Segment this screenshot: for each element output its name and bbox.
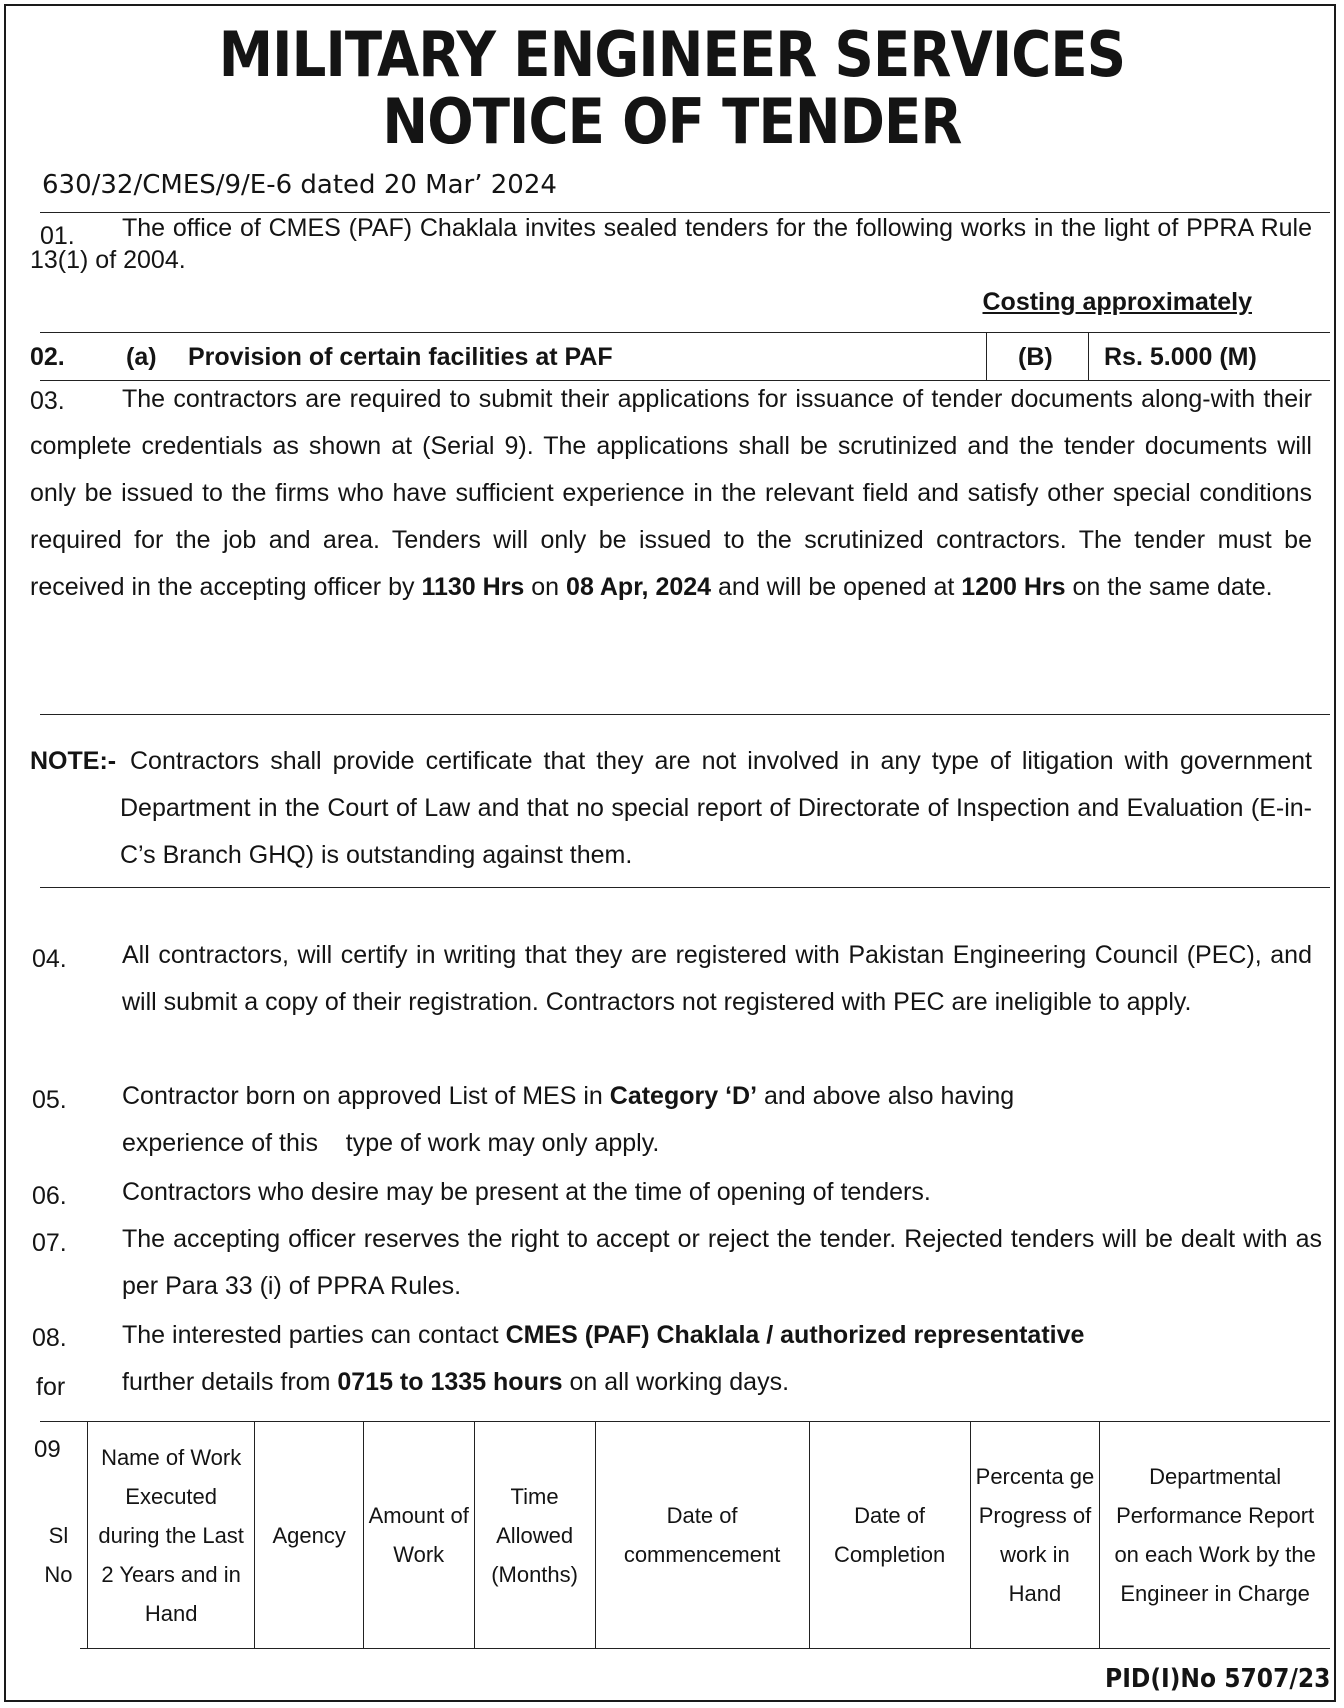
notice-title: NOTICE OF TENDER <box>382 85 962 158</box>
para-05-body-b: and above also having <box>763 1082 1015 1110</box>
table-header-cell: Departmental Performance Report on each Work by the Engineer in Charge <box>1100 1422 1330 1648</box>
pid-number: PID(I)No 5707/23 <box>1104 1664 1330 1694</box>
table-header-cell: Name of Work Executed during the Last 2 Years and in Hand <box>87 1422 255 1648</box>
table-header-cell: Percenta ge Progress of work in Hand <box>970 1422 1100 1648</box>
table-header-cell: Date of Completion <box>809 1422 970 1648</box>
para-08-body-c: on all working days. <box>569 1368 790 1396</box>
para-07-text: The accepting officer reserves the right to accept or reject the tender. Rejected tenders will be dealt with as per Para 33 (i) of PPRA Rules. <box>122 1225 1322 1300</box>
note-body: Contractors shall provide certificate that they are not involved in any type of litigation with government Department in the Court of Law and that no special report of Directorate of Inspection and Evaluation (E-in-C’s Branch GHQ) is outstanding against them. <box>120 747 1312 869</box>
para-03-body-c: on the same date. <box>1072 573 1273 601</box>
table-header-cell: Sl No <box>44 1523 73 1587</box>
table-header-cell: Date of commencement <box>595 1422 809 1648</box>
office-hours: 0715 to 1335 hours <box>337 1368 563 1396</box>
reference-number: 630/32/CMES/9/E-6 dated 20 Mar’ 2024 <box>42 170 557 200</box>
deadline-time: 1130 Hrs <box>421 573 525 601</box>
para-03-number: 03. <box>30 387 65 415</box>
table-header-row <box>30 1422 1330 1648</box>
table-header-cell: Time Allowed (Months) <box>474 1422 595 1648</box>
para-01-body: The office of CMES (PAF) Chaklala invites sealed tenders for the following works in the light of PPRA Rule 13(1) of 2004. <box>30 214 1312 274</box>
para-01-text <box>30 212 1312 276</box>
table-number: 09 <box>34 1436 61 1463</box>
para-06-number: 06. <box>32 1182 67 1210</box>
para-01-number: 01. <box>40 222 75 250</box>
para-08-text <box>122 1312 1322 1406</box>
para-05-body-a: Contractor born on approved List of MES in <box>122 1082 603 1110</box>
note-label: NOTE:- <box>30 747 117 775</box>
para-03-body-a: The contractors are required to submit their applications for issuance of tender documents along-with their complete credentials as shown at (Serial 9). The applications shall be scrutinized and the tender documents will only be issued to the firms who have sufficient experience in the relevant field and satisfy other special conditions required for the job and area. Tenders will only be issued to the scrutinized contractors. The tender must be received in the accepting officer by <box>30 385 1312 601</box>
work-row <box>30 334 1332 380</box>
contractor-category: Category ‘D’ <box>609 1082 758 1110</box>
cell-border <box>1088 332 1089 380</box>
divider <box>40 887 1330 888</box>
para-08-number: 08. <box>32 1324 67 1352</box>
opening-time: 1200 Hrs <box>961 573 1066 601</box>
para-06-text: Contractors who desire may be present at the time of opening of tenders. <box>122 1178 931 1206</box>
work-item-label: (a) <box>126 343 157 371</box>
para-04-number: 04. <box>32 945 67 973</box>
para-08-for: for <box>36 1373 66 1401</box>
para-03 <box>30 376 1312 611</box>
para-05-body-d: type of work may only apply. <box>345 1129 660 1157</box>
para-04-text: All contractors, will certify in writing that they are registered with Pakistan Engineering Council (PEC), and will submit a copy of their registration. Contractors not registered with PEC are ineligible to apply. <box>122 941 1312 1016</box>
table-header-cell: Agency <box>255 1422 364 1648</box>
divider <box>40 332 1330 333</box>
serial-column-header <box>30 1422 87 1648</box>
table-header-cell: Amount of Work <box>363 1422 474 1648</box>
para-05-text <box>122 1073 1312 1167</box>
costing-label: Costing approximately <box>982 288 1252 316</box>
para-08-body-b: further details from <box>122 1368 331 1396</box>
deadline-date: 08 Apr, 2024 <box>566 573 712 601</box>
contact-office: CMES (PAF) Chaklala / authorized representative <box>505 1321 1085 1349</box>
para-07-number: 07. <box>32 1229 67 1257</box>
credentials-table <box>30 1422 1330 1648</box>
work-row-number: 02. <box>30 343 65 371</box>
divider <box>80 1648 1330 1649</box>
work-category: (B) <box>1018 343 1053 371</box>
para-08-body-a: The interested parties can contact <box>122 1321 499 1349</box>
cell-border <box>986 332 987 380</box>
note-text <box>120 738 1312 879</box>
work-cost: Rs. 5.000 (M) <box>1104 343 1257 371</box>
divider <box>40 714 1330 715</box>
para-03-on: on <box>531 573 560 601</box>
org-title: MILITARY ENGINEER SERVICES <box>218 18 1126 91</box>
work-description: Provision of certain facilities at PAF <box>188 343 613 371</box>
para-05-number: 05. <box>32 1086 67 1114</box>
para-05-body-c: experience of this <box>122 1129 318 1157</box>
para-03-body-b: and will be opened at <box>718 573 955 601</box>
